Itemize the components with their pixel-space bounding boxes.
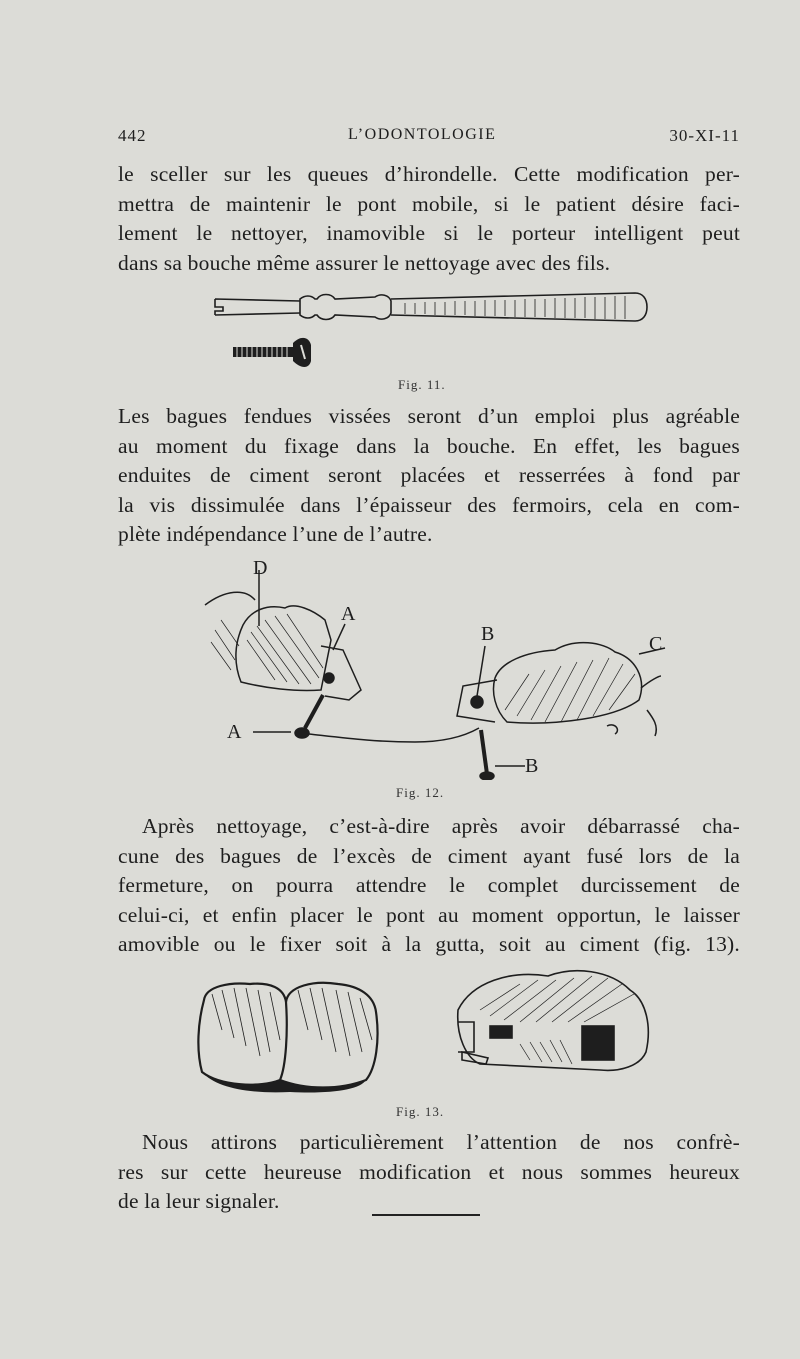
running-header [118, 126, 740, 148]
text-line: amovible ou le fixer soit à la gutta, soit au ciment (fig. 13). [118, 932, 740, 957]
paragraph-1 [118, 160, 740, 278]
left-ring-hatching [211, 614, 323, 684]
right-ring-hatching [505, 658, 635, 722]
text-line: cune des bagues de l’excès de ciment ayant fusé lors de la [118, 843, 740, 868]
text-line: la vis dissimulée dans l’épaisseur des fermoirs, cela en com- [118, 492, 740, 517]
label-d: D [253, 557, 268, 579]
text-line: celui-ci, et enfin placer le pont au moment opportun, le laisser [118, 902, 740, 927]
issue-date: 30-XI-11 [669, 126, 740, 145]
label-b-top: B [481, 623, 495, 645]
text-line: res sur cette heureuse modification et nous sommes heureux [118, 1159, 740, 1184]
left-crowns-hatching [212, 988, 372, 1056]
paragraph-2 [118, 402, 740, 550]
label-a-left: A [227, 721, 242, 743]
fig-13-illustration [190, 960, 660, 1100]
page-number: 442 [118, 126, 147, 145]
screw-drawing [233, 338, 311, 367]
paragraph-4 [118, 1128, 740, 1217]
text-line: au moment du fixage dans la bouche. En effet, les bagues [118, 433, 740, 458]
text-line: lement le nettoyer, inamovible si le porteur intelligent peut [118, 221, 740, 246]
text-line: le sceller sur les queues d’hirondelle. Cette modification per- [118, 162, 740, 186]
text-line: Après nettoyage, c’est-à-dire après avoir débarrassé cha- [142, 814, 740, 838]
fig-13-caption: Fig. 13. [396, 1104, 445, 1119]
text-line: Les bagues fendues vissées seront d’un emploi plus agréable [118, 404, 740, 428]
paragraph-3 [118, 812, 740, 960]
label-b-bottom: B [525, 755, 539, 777]
screwdriver-drawing [215, 293, 647, 321]
left-ring-drawing [205, 570, 479, 742]
text-line: plète indépendance l’une de l’autre. [118, 522, 433, 547]
text-line: mettra de maintenir le pont mobile, si le patient désire faci- [118, 191, 740, 216]
section-end-rule [372, 1214, 480, 1216]
text-line: fermeture, on pourra attendre le complet durcissement de [118, 873, 740, 898]
fig-12-caption: Fig. 12. [396, 785, 445, 800]
text-line: Nous attirons particulièrement l’attention de nos confrè- [142, 1130, 740, 1154]
text-line: dans sa bouche même assurer le nettoyage avec des fils. [118, 250, 611, 275]
fig-11-caption: Fig. 11. [398, 377, 446, 392]
right-ring-drawing [457, 643, 665, 780]
label-a-top: A [341, 603, 356, 625]
fig-11-illustration [205, 285, 655, 375]
label-c: C [649, 633, 663, 655]
left-crowns-drawing [198, 983, 377, 1088]
text-line: de la leur signaler. [118, 1189, 280, 1214]
text-line: enduites de ciment seront placées et resserrées à fond par [118, 463, 740, 488]
fig-12-illustration [195, 550, 675, 780]
running-title: L’ODONTOLOGIE [348, 126, 497, 143]
